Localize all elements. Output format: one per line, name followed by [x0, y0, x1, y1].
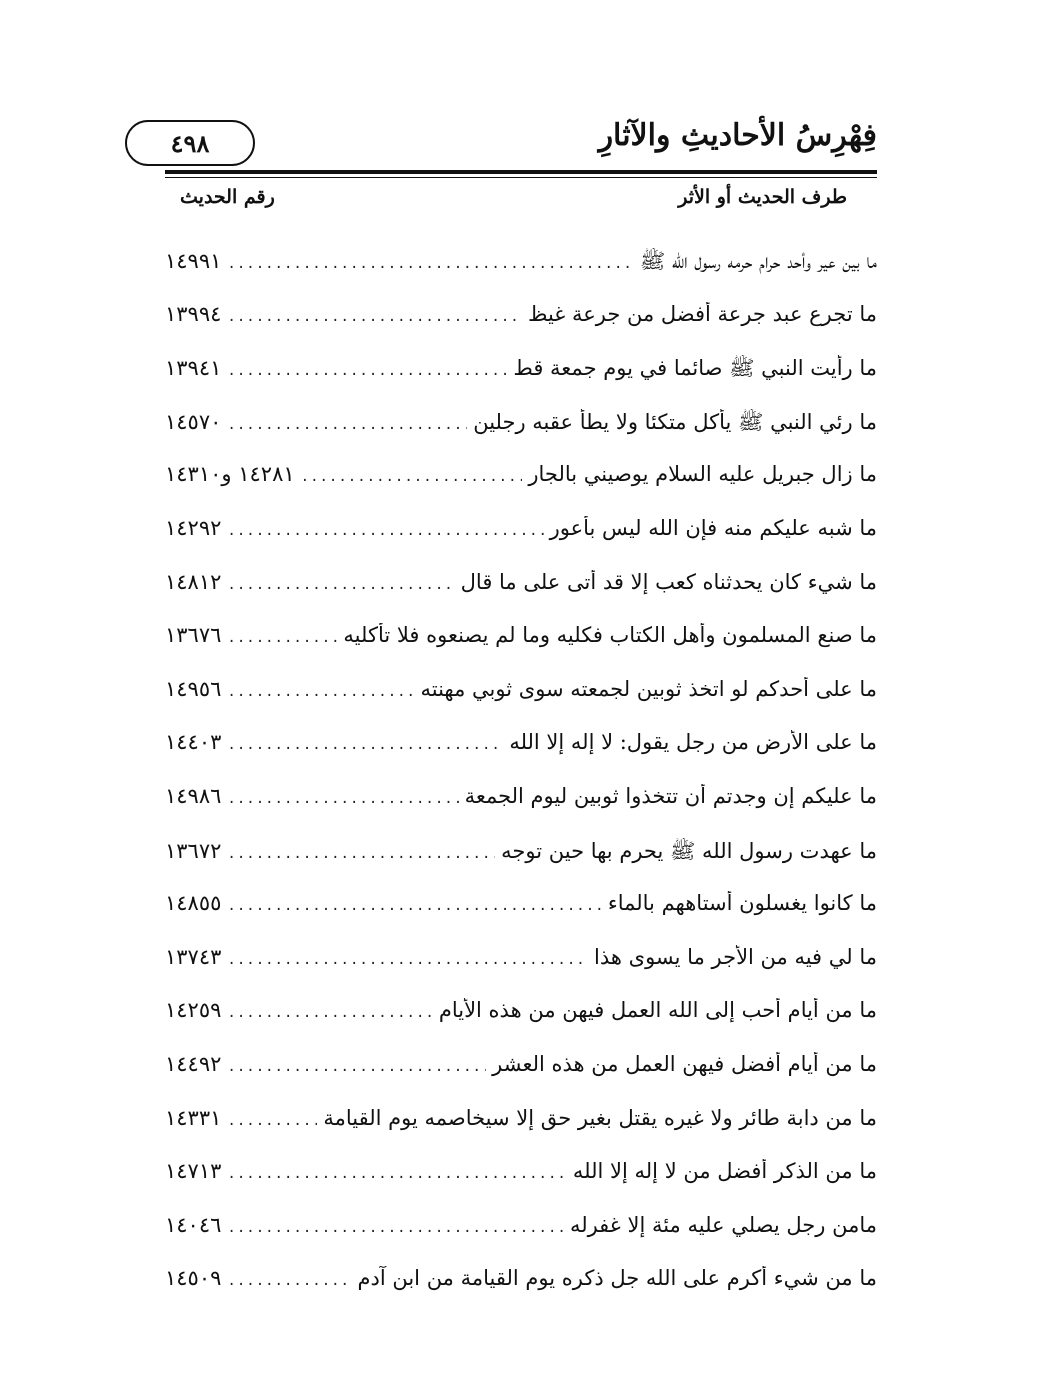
entry-text: ما لي فيه من الأجر ما يسوى هذا: [594, 944, 877, 969]
entry-number: ١٤٨٥٥: [165, 891, 222, 916]
leader-dots: [227, 1059, 486, 1075]
entry-number: ١٤٤٠٣: [165, 730, 222, 755]
leader-dots: [301, 469, 523, 485]
entry-text: ما من الذكر أفضل من لا إله إلا الله: [572, 1159, 877, 1184]
index-entry: [165, 1052, 877, 1106]
leader-dots: [227, 1113, 317, 1129]
entry-number: ١٣٦٧٦: [165, 623, 222, 648]
index-entry: [165, 998, 877, 1052]
header-rule-thin: [165, 177, 877, 178]
index-entry: [165, 516, 877, 570]
entry-text: مامن رجل يصلي عليه مئة إلا غفرله: [569, 1212, 877, 1237]
entry-text: ما من شيء أكرم على الله جل ذكره يوم القيامة من ابن آدم: [357, 1266, 877, 1291]
entry-number: ١٣٩٤١: [165, 356, 222, 381]
index-entry: [165, 248, 877, 302]
entry-number: ١٤٥٠٩: [165, 1266, 222, 1291]
entry-text: ما رأيت النبي ﷺ صائما في يوم جمعة قط: [513, 356, 877, 381]
index-entry: [165, 409, 877, 463]
leader-dots: [227, 898, 601, 914]
hadith-index-list: [165, 248, 877, 1320]
index-entry: [165, 570, 877, 624]
leader-dots: [227, 309, 522, 325]
leader-dots: [227, 417, 467, 433]
leader-dots: [227, 1220, 564, 1236]
index-entry: [165, 945, 877, 999]
entry-text: ما زال جبريل عليه السلام يوصيني بالجار: [528, 462, 877, 487]
column-header-number: رقم الحديث: [180, 186, 275, 208]
leader-dots: [227, 630, 337, 646]
entry-text: ما من دابة طائر ولا غيره يقتل بغير حق إلا سيخاصمه يوم القيامة: [323, 1105, 877, 1130]
index-entry: [165, 462, 877, 516]
entry-number: ١٣٩٩٤: [165, 301, 222, 326]
entry-text: ما صنع المسلمون وأهل الكتاب فكليه وما لم يصنعوه فلا تأكليه: [343, 623, 877, 648]
entry-text: ما شبه عليكم منه فإن الله ليس بأعور: [549, 515, 877, 540]
entry-number: ١٤٣٣١: [165, 1105, 222, 1130]
index-entry: [165, 1106, 877, 1160]
index-entry: [165, 302, 877, 356]
index-entry: [165, 623, 877, 677]
leader-dots: [227, 1166, 567, 1182]
header-rule-thick: [165, 170, 877, 174]
entry-number: ١٤٤٩٢: [165, 1051, 222, 1076]
entry-text: ما على أحدكم لو اتخذ ثوبين لجمعته سوى ثوبي مهنته: [420, 676, 877, 701]
entry-text: ما من أيام أحب إلى الله العمل فيهن من هذه الأيام: [438, 998, 877, 1023]
index-entry: [165, 677, 877, 731]
leader-dots: [227, 737, 503, 753]
entry-text: ما رئي النبي ﷺ يأكل متكئا ولا يطأ عقبه رجلين: [473, 409, 877, 434]
entry-text: ما عهدت رسول الله ﷺ يحرم بها حين توجه: [501, 838, 877, 863]
leader-dots: [227, 523, 543, 539]
entry-text: ما بين عير وأحد حرام حرمه رسول الله ﷺ: [639, 249, 877, 273]
leader-dots: [227, 684, 414, 700]
entry-text: ما على الأرض من رجل يقول: لا إله إلا الله: [509, 730, 877, 755]
page-header: [165, 112, 877, 170]
leader-dots: [227, 363, 507, 379]
index-entry: [165, 730, 877, 784]
index-entry: [165, 784, 877, 838]
index-entry: [165, 355, 877, 409]
entry-number: ١٤٧١٣: [165, 1159, 222, 1184]
entry-number: ١٤٢٩٢: [165, 515, 222, 540]
entry-number: ١٤٩٨٦: [165, 783, 222, 808]
index-entry: [165, 838, 877, 892]
entry-text: ما تجرع عبد جرعة أفضل من جرعة غيظ: [528, 301, 877, 326]
entry-text: ما شيء كان يحدثناه كعب إلا قد أتى على ما قال: [460, 569, 877, 594]
entry-number: ١٤٩٩١: [165, 249, 222, 273]
leader-dots: [227, 1005, 432, 1021]
entry-number: ١٤٩٥٦: [165, 676, 222, 701]
entry-number: ١٣٦٧٢: [165, 838, 222, 863]
entry-number: ١٤٢٨١ و١٤٣١٠: [165, 462, 295, 487]
entry-number: ١٤٥٧٠: [165, 409, 222, 434]
entry-number: ١٤٢٥٩: [165, 998, 222, 1023]
entry-text: ما عليكم إن وجدتم أن تتخذوا ثوبين ليوم الجمعة: [464, 783, 877, 808]
entry-number: ١٤٨١٢: [165, 569, 222, 594]
index-entry: [165, 891, 877, 945]
index-entry: [165, 1159, 877, 1213]
entry-text: ما من أيام أفضل فيهن العمل من هذه العشر: [492, 1051, 877, 1076]
index-entry: [165, 1266, 877, 1320]
index-entry: [165, 1213, 877, 1267]
leader-dots: [227, 256, 633, 272]
page-number-badge: ٤٩٨: [125, 120, 255, 166]
entry-text: ما كانوا يغسلون أستاههم بالماء: [607, 891, 877, 916]
leader-dots: [227, 577, 454, 593]
column-header-hadith: طرف الحديث أو الأثر: [678, 186, 847, 208]
page-title: فِهْرِسُ الأحاديثِ والآثارِ: [598, 118, 877, 153]
leader-dots: [227, 1273, 351, 1289]
leader-dots: [227, 791, 458, 807]
leader-dots: [227, 846, 495, 862]
entry-number: ١٣٧٤٣: [165, 944, 222, 969]
column-headers: [165, 186, 877, 218]
entry-number: ١٤٠٤٦: [165, 1212, 222, 1237]
leader-dots: [227, 952, 588, 968]
